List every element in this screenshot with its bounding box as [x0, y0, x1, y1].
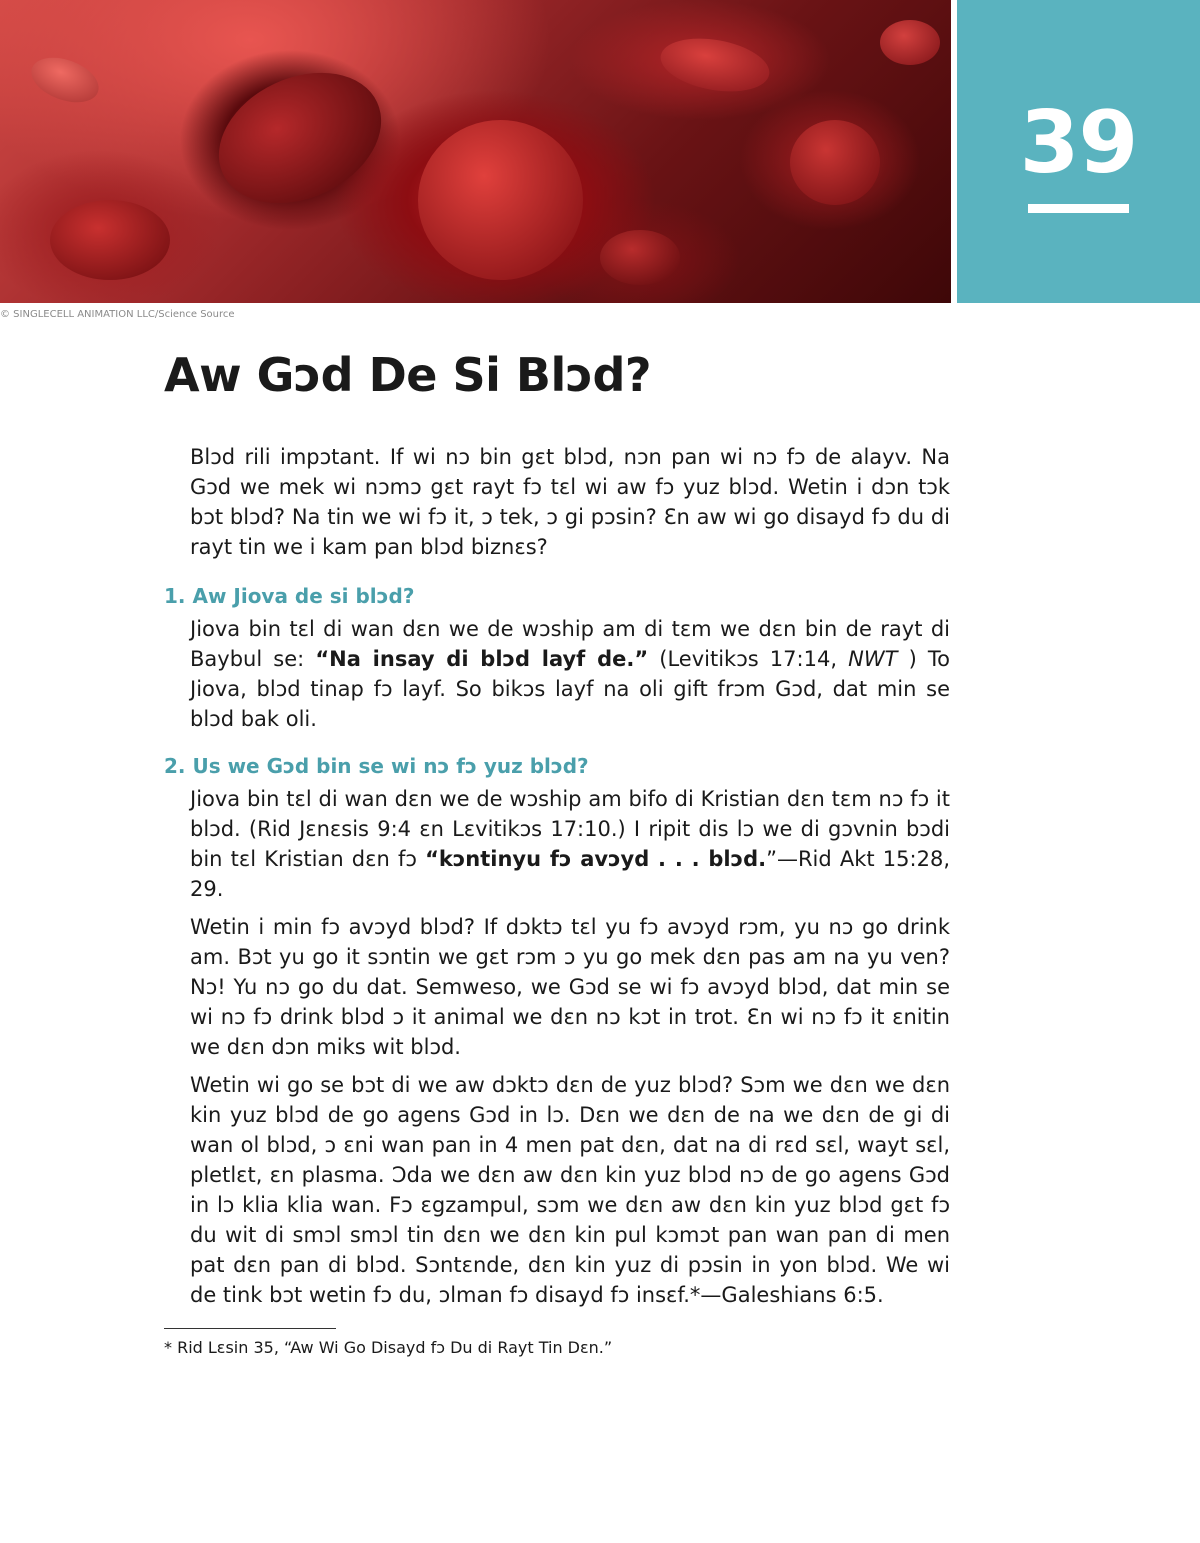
lesson-body	[164, 442, 950, 1359]
section-2-heading: 2. Us we Gɔd bin se wi nɔ fɔ yuz blɔd?	[164, 754, 589, 778]
text-span: ) To Jiova, blɔd tinap fɔ layf. So bikɔs layf na oli gift frɔm Gɔd, dat min se blɔd bak oli.	[190, 647, 950, 731]
photo-credit: © SINGLECELL ANIMATION LLC/Science Source	[0, 309, 235, 320]
footnote: * Rid Lɛsin 35, “Aw Wi Go Disayd fɔ Du di Rayt Tin Dɛn.”	[164, 1338, 613, 1357]
scripture-quote: “Na insay di blɔd layf de.”	[315, 647, 649, 671]
blood-cell-shape	[880, 20, 940, 65]
blood-cell-shape	[656, 31, 773, 99]
footnote-divider	[164, 1328, 336, 1329]
text-span: Jiova bin tɛl di wan dɛn we de wɔship am bifo di Kristian dɛn tɛm nɔ fɔ it blɔd. (Rid Jɛnɛsis 9:4 ɛn Lɛvitikɔs 17:10.) I ripit dis lɔ we di gɔvnin bɔdi bin tɛl Kristian dɛn fɔ	[190, 787, 950, 871]
section-1-paragraph	[190, 614, 950, 734]
hero-photo-blood-cells	[0, 0, 951, 303]
lesson-number: 39	[1019, 93, 1138, 193]
blood-cell-shape	[25, 49, 104, 111]
text-span: (Levitikɔs 17:14,	[648, 647, 849, 671]
blood-cell-shape	[600, 230, 680, 285]
page-title: Aw Gɔd De Si Blɔd?	[164, 348, 652, 402]
text-span: ”—Rid Akt 15:28, 29.	[190, 847, 950, 901]
blood-cell-shape	[198, 48, 403, 229]
text-span: Jiova bin tɛl di wan dɛn we de wɔship am di tɛm we dɛn bin de rayt di Baybul se:	[190, 617, 950, 671]
section-1-heading: 1. Aw Jiova de si blɔd?	[164, 584, 415, 608]
scripture-quote: “kɔntinyu fɔ avɔyd . . . blɔd.	[425, 847, 767, 871]
bible-version: NWT	[848, 647, 898, 671]
intro-paragraph: Blɔd rili impɔtant. If wi nɔ bin gɛt blɔd, nɔn pan wi nɔ fɔ de alayv. Na Gɔd we mek wi nɔmɔ gɛt rayt fɔ tɛl wi aw fɔ yuz blɔd. Wetin i dɔn tɔk bɔt blɔd? Na tin we wi fɔ it, ɔ tek, ɔ gi pɔsin? Ɛn aw wi go disayd fɔ du di rayt tin we i kam pan blɔd biznɛs?	[190, 445, 950, 559]
lesson-number-tab	[957, 0, 1200, 303]
blood-cell-shape	[790, 120, 880, 205]
section-2	[164, 752, 950, 1310]
blood-cell-shape	[418, 120, 583, 280]
section-1	[164, 582, 950, 734]
lesson-number-underline	[1028, 204, 1129, 213]
section-2-paragraph-1	[190, 784, 950, 904]
blood-cell-shape	[50, 200, 170, 280]
section-2-paragraph-3: Wetin wi go se bɔt di we aw dɔktɔ dɛn de yuz blɔd? Sɔm we dɛn we dɛn kin yuz blɔd de go agens Gɔd in lɔ. Dɛn we dɛn de na we dɛn de gi di wan ol blɔd, ɔ ɛni wan pan in 4 men pat dɛn, dat na di rɛd sɛl, wayt sɛl, pletlɛt, ɛn plasma. Ɔda we dɛn aw dɛn kin yuz blɔd nɔ de go agens Gɔd in lɔ klia klia wan. Fɔ ɛgzampul, sɔm we dɛn aw dɛn kin yuz blɔd gɛt fɔ du wit di smɔl smɔl tin dɛn we dɛn kin pul kɔmɔt pan wan pan di men pat dɛn pan di blɔd. Sɔntɛnde, dɛn kin yuz di pɔsin in yon blɔd. We wi de tink bɔt wetin fɔ du, ɔlman fɔ disayd fɔ insɛf.*—Galeshians 6:5.	[190, 1073, 950, 1307]
section-2-paragraph-2: Wetin i min fɔ avɔyd blɔd? If dɔktɔ tɛl yu fɔ avɔyd rɔm, yu nɔ go drink am. Bɔt yu go it sɔntin we gɛt rɔm ɔ yu go mek dɛn pas am na yu ven? Nɔ! Yu nɔ go du dat. Semweso, we Gɔd se wi fɔ avɔyd blɔd, dat min se wi nɔ fɔ drink blɔd ɔ it animal we dɛn nɔ kɔt in trot. Ɛn wi nɔ fɔ it ɛnitin we dɛn dɔn miks wit blɔd.	[190, 915, 950, 1059]
